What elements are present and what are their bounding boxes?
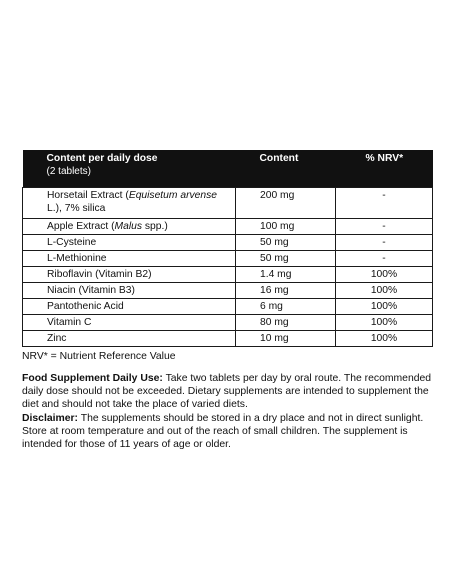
table-row (23, 235, 433, 251)
table-row (23, 267, 433, 283)
ingredient-name: L-Cysteine (23, 235, 236, 251)
table-row (23, 283, 433, 299)
ingredient-name: Zinc (23, 331, 236, 347)
disclaimer-paragraph (22, 412, 432, 452)
ingredient-nrv: - (336, 251, 433, 267)
ingredient-nrv: - (336, 219, 433, 235)
ingredient-nrv: - (336, 188, 433, 219)
ingredient-amount: 1.4 mg (236, 267, 336, 283)
nrv-footnote: NRV* = Nutrient Reference Value (22, 351, 176, 362)
table-row (23, 219, 433, 235)
table-header-row (23, 150, 433, 188)
ingredient-amount: 10 mg (236, 331, 336, 347)
header-content-per-dose-label: Content per daily dose (46, 153, 158, 164)
disclaimer-text: The supplements should be stored in a dry place and not in direct sunlight. Store at room temperature and out of the reach of small children. The supplement is intended for those of 11 years of age or older. (22, 412, 424, 451)
ingredient-nrv: 100% (336, 283, 433, 299)
ingredient-nrv: 100% (336, 315, 433, 331)
table-row (23, 315, 433, 331)
ingredient-name: Vitamin C (23, 315, 236, 331)
ingredient-name: Horsetail Extract (Equisetum arvense L.), 7% silica (23, 188, 236, 219)
table-row (23, 331, 433, 347)
table-row (23, 251, 433, 267)
ingredient-nrv: - (336, 235, 433, 251)
ingredient-amount: 100 mg (236, 219, 336, 235)
daily-use-label: Food Supplement Daily Use: (22, 373, 163, 384)
table-row (23, 299, 433, 315)
table-row (23, 188, 433, 219)
ingredient-amount: 80 mg (236, 315, 336, 331)
ingredient-amount: 50 mg (236, 251, 336, 267)
ingredient-amount: 6 mg (236, 299, 336, 315)
ingredient-name: Riboflavin (Vitamin B2) (23, 267, 236, 283)
ingredient-nrv: 100% (336, 331, 433, 347)
ingredient-name: L-Methionine (23, 251, 236, 267)
disclaimer-label: Disclaimer: (22, 412, 79, 424)
nutrition-panel (22, 150, 432, 347)
ingredient-name: Niacin (Vitamin B3) (23, 283, 236, 299)
ingredient-nrv: 100% (336, 299, 433, 315)
ingredient-amount: 200 mg (236, 188, 336, 219)
nutrition-table (22, 150, 433, 347)
header-dose-subtitle: (2 tablets) (46, 166, 91, 177)
ingredient-name: Pantothenic Acid (23, 299, 236, 315)
header-nrv: % NRV* (365, 153, 404, 164)
daily-use-text: Take two tablets per day by oral route. The recommended daily dose should not be exceeded. Dietary supplements are intended to supplement the diet and should not take the place of varied diets. (22, 373, 432, 411)
ingredient-nrv: 100% (336, 267, 433, 283)
header-content-per-dose (23, 150, 236, 188)
ingredient-amount: 16 mg (236, 283, 336, 299)
ingredient-amount: 50 mg (236, 235, 336, 251)
daily-use-paragraph (22, 372, 432, 412)
label-text (22, 372, 432, 451)
header-content: Content (259, 153, 299, 164)
ingredient-name: Apple Extract (Malus spp.) (23, 219, 236, 235)
